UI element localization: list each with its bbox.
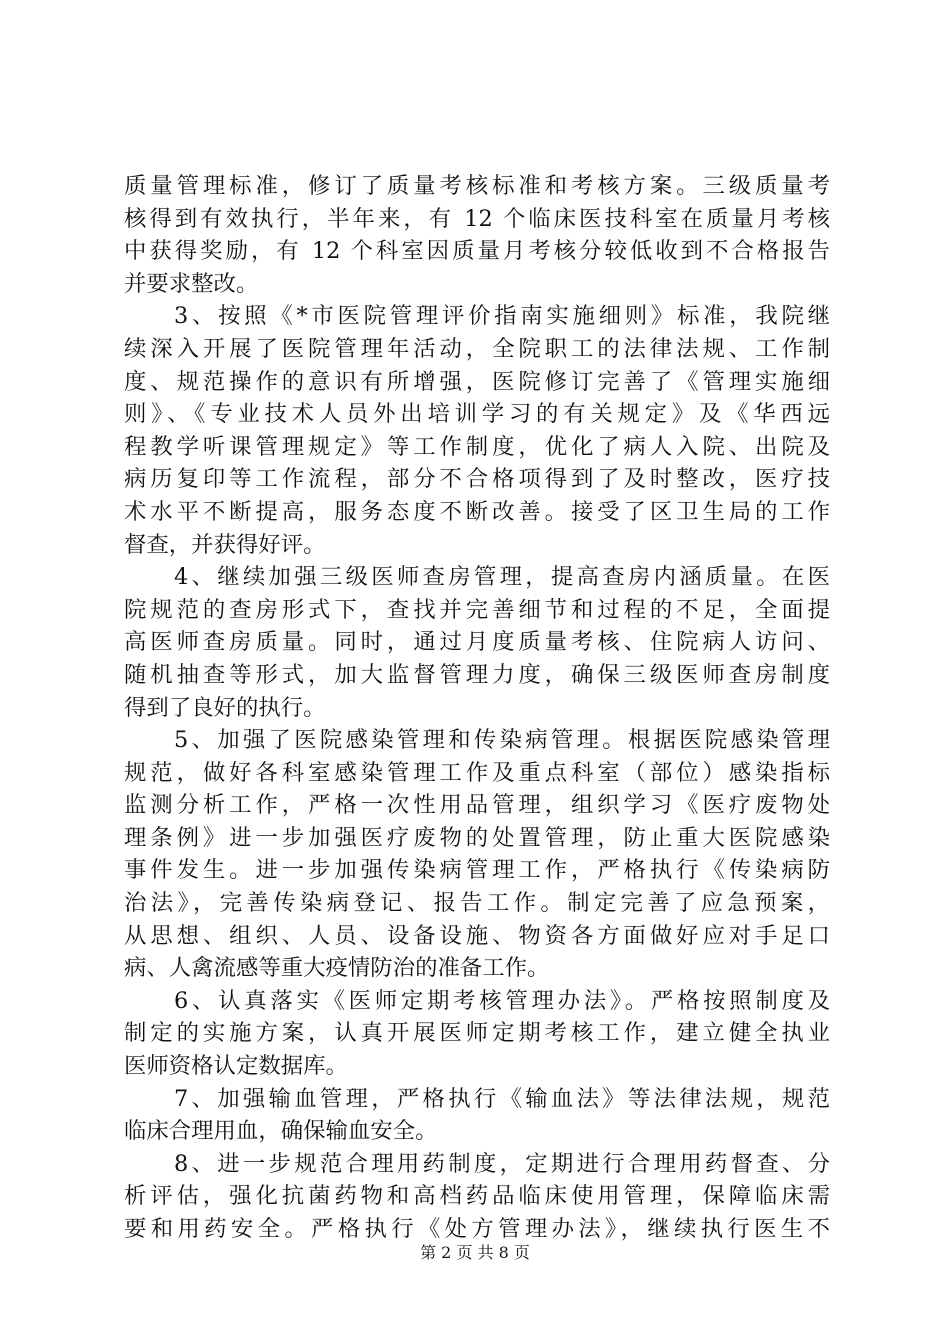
paragraph-start-line: 6、认真落实《医师定期考核管理办法》。严格按照制度及 (174, 987, 830, 1014)
text-line: 核得到有效执行，半年来，有 12 个临床医技科室在质量月考核 (124, 205, 830, 232)
document-body (124, 170, 830, 1246)
text-line: 度、规范操作的意识有所增强，医院修订完善了《管理实施细 (124, 368, 830, 395)
paragraph-start-line: 8、进一步规范合理用药制度，定期进行合理用药督查、分 (174, 1150, 830, 1177)
text-line: 术水平不断提高，服务态度不断改善。接受了区卫生局的工作 (124, 498, 830, 525)
paragraph-start-line: 7、加强输血管理，严格执行《输血法》等法律法规，规范 (174, 1085, 830, 1112)
text-line: 治法》，完善传染病登记、报告工作。制定完善了应急预案， (124, 890, 830, 917)
text-line: 病历复印等工作流程，部分不合格项得到了及时整改，医疗技 (124, 466, 830, 493)
page-number-footer: 第 2 页 共 8 页 (420, 1243, 530, 1262)
text-line: 规范，做好各科室感染管理工作及重点科室（部位）感染指标 (124, 759, 830, 786)
paragraph-start-line: 3、按照《*市医院管理评价指南实施细则》标准，我院继 (174, 303, 830, 330)
text-line: 续深入开展了医院管理年活动，全院职工的法律法规、工作制 (124, 335, 830, 362)
text-line: 病、人禽流感等重大疫情防治的准备工作。 (124, 955, 550, 982)
text-line: 监测分析工作，严格一次性用品管理，组织学习《医疗废物处 (124, 792, 830, 819)
text-line: 则》、《专业技术人员外出培训学习的有关规定》及《华西远 (124, 401, 830, 428)
text-line: 中获得奖励，有 12 个科室因质量月考核分较低收到不合格报告 (124, 238, 830, 265)
text-line: 督查，并获得好评。 (124, 531, 326, 558)
text-line: 从思想、组织、人员、设备设施、物资各方面做好应对手足口 (124, 922, 830, 949)
text-line: 临床合理用血，确保输血安全。 (124, 1118, 438, 1145)
text-line: 质量管理标准，修订了质量考核标准和考核方案。三级质量考 (124, 173, 830, 199)
paragraph-start-line: 4、继续加强三级医师查房管理，提高查房内涵质量。在医 (174, 564, 830, 591)
text-line: 高医师查房质量。同时，通过月度质量考核、住院病人访问、 (124, 629, 830, 656)
text-line: 析评估，强化抗菌药物和高档药品临床使用管理，保障临床需 (124, 1183, 830, 1210)
text-line: 要和用药安全。严格执行《处方管理办法》，继续执行医生不 (124, 1216, 830, 1242)
text-line: 事件发生。进一步加强传染病管理工作，严格执行《传染病防 (124, 857, 830, 884)
paragraph-start-line: 5、加强了医院感染管理和传染病管理。根据医院感染管理 (174, 727, 830, 754)
text-line: 程教学听课管理规定》等工作制度，优化了病人入院、出院及 (124, 433, 830, 460)
text-line: 随机抽查等形式，加大监督管理力度，确保三级医师查房制度 (124, 661, 830, 688)
text-line: 制定的实施方案，认真开展医师定期考核工作，建立健全执业 (124, 1020, 830, 1047)
text-line: 院规范的查房形式下，查找并完善细节和过程的不足，全面提 (124, 596, 830, 623)
text-line: 并要求整改。 (124, 270, 259, 297)
text-line: 医师资格认定数据库。 (124, 1053, 348, 1080)
text-line: 得到了良好的执行。 (124, 694, 326, 721)
text-line: 理条例》进一步加强医疗废物的处置管理，防止重大医院感染 (124, 824, 830, 851)
